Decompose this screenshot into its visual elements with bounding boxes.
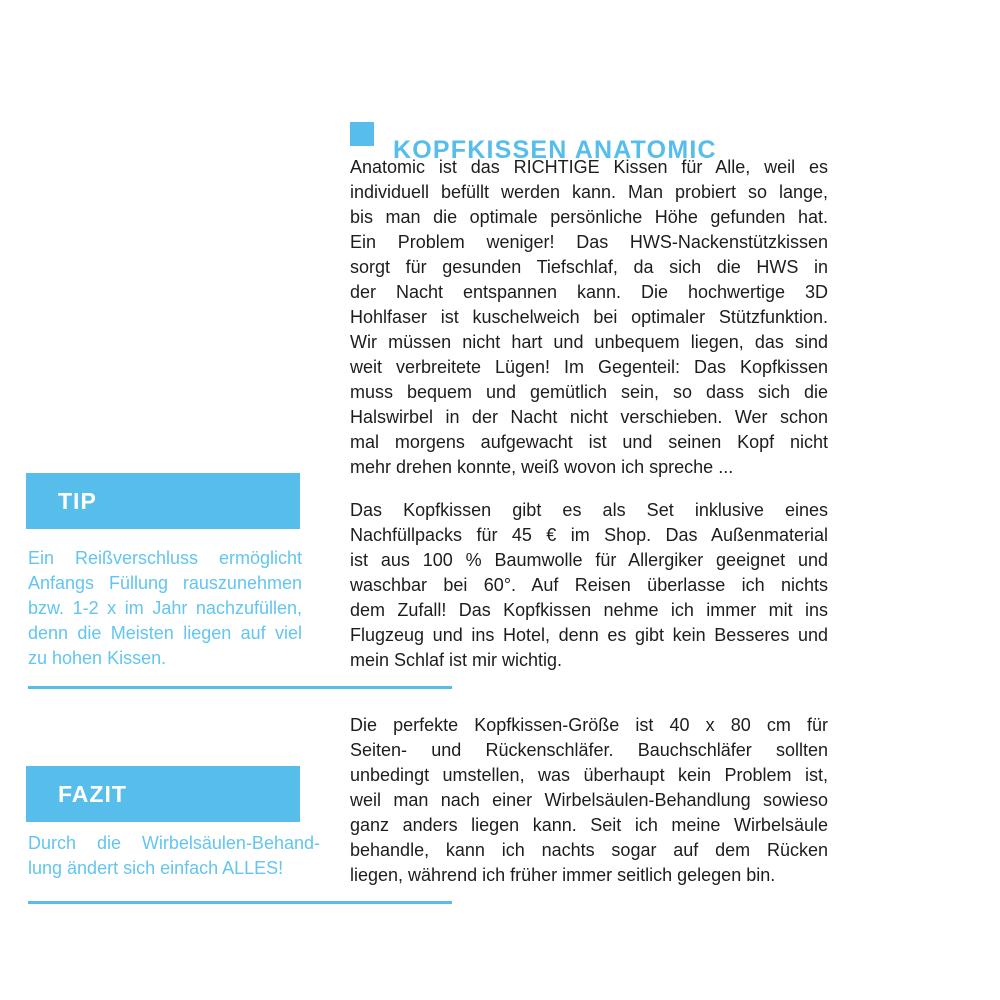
text-line: Flugzeug und ins Hotel, denn es gibt kein Besseres und — [350, 625, 828, 645]
text-line: Anatomic ist das RICHTIGE Kissen für Alle, weil es — [350, 157, 828, 177]
text-line: Halswirbel in der Nacht nicht verschieben. Wer schon — [350, 407, 828, 427]
fazit-header-label: FAZIT — [58, 780, 127, 807]
tip-body-text — [28, 546, 302, 671]
text-line: Das Kopfkissen gibt es als Set inklusive eines — [350, 500, 828, 520]
text-line: liegen, während ich früher immer seitlich gelegen bin. — [350, 865, 776, 885]
separator-line — [28, 901, 452, 904]
tip-header-label: TIP — [58, 487, 97, 514]
text-line: Ein Problem weniger! Das HWS-Nackenstützkissen — [350, 232, 828, 252]
text-line: denn die Meisten liegen auf viel — [28, 623, 302, 643]
text-line: unbedingt umstellen, was überhaupt kein Problem ist, — [350, 765, 828, 785]
text-line: ganz anders liegen kann. Seit ich meine Wirbelsäule — [350, 815, 828, 835]
page-title: KOPFKISSEN ANATOMIC — [393, 135, 717, 164]
text-line: Anfangs Füllung rauszunehmen — [28, 573, 302, 593]
text-line: individuell befüllt werden kann. Man probiert so lange, — [350, 182, 828, 202]
text-line: Hohlfaser ist kuschelweich bei optimaler Stützfunktion. — [350, 307, 828, 327]
text-line: mal morgens aufgewacht ist und seinen Kopf nicht — [350, 432, 828, 452]
separator-line — [28, 686, 452, 689]
text-line: der Nacht entspannen kann. Die hochwertige 3D — [350, 282, 828, 302]
paragraph-shop-info — [350, 498, 828, 673]
text-line: mehr drehen konnte, weiß wovon ich spreche ... — [350, 457, 734, 477]
fazit-body-text — [28, 831, 320, 881]
text-line: Die perfekte Kopfkissen-Größe ist 40 x 80 cm für — [350, 715, 828, 735]
text-line: lung ändert sich einfach ALLES! — [28, 858, 284, 878]
text-line: bzw. 1-2 x im Jahr nachzufüllen, — [28, 598, 302, 618]
title-bullet-square-icon — [350, 122, 374, 146]
text-line: Ein Reißverschluss ermöglicht — [28, 548, 302, 568]
text-line: Durch die Wirbelsäulen-Behand- — [28, 833, 320, 853]
tip-header-box — [26, 473, 300, 529]
text-line: Wir müssen nicht hart und unbequem liegen, das sind — [350, 332, 828, 352]
text-line: sorgt für gesunden Tiefschlaf, da sich die HWS in — [350, 257, 828, 277]
text-line: zu hohen Kissen. — [28, 648, 167, 668]
text-line: Nachfüllpacks für 45 € im Shop. Das Außenmaterial — [350, 525, 828, 545]
fazit-header-box — [26, 766, 300, 822]
paragraph-size-info — [350, 713, 828, 888]
text-line: weit verbreitete Lügen! Im Gegenteil: Das Kopfkissen — [350, 357, 828, 377]
text-line: Seiten- und Rückenschläfer. Bauchschläfer sollten — [350, 740, 828, 760]
text-line: dem Zufall! Das Kopfkissen nehme ich immer mit ins — [350, 600, 828, 620]
text-line: mein Schlaf ist mir wichtig. — [350, 650, 563, 670]
text-line: weil man nach einer Wirbelsäulen-Behandlung sowieso — [350, 790, 828, 810]
text-line: waschbar bei 60°. Auf Reisen überlasse ich nichts — [350, 575, 828, 595]
text-line: muss bequem und gemütlich sein, so dass sich die — [350, 382, 828, 402]
text-line: ist aus 100 % Baumwolle für Allergiker geeignet und — [350, 550, 828, 570]
text-line: behandle, kann ich nachts sogar auf dem Rücken — [350, 840, 828, 860]
paragraph-intro — [350, 155, 828, 480]
text-line: bis man die optimale persönliche Höhe gefunden hat. — [350, 207, 828, 227]
